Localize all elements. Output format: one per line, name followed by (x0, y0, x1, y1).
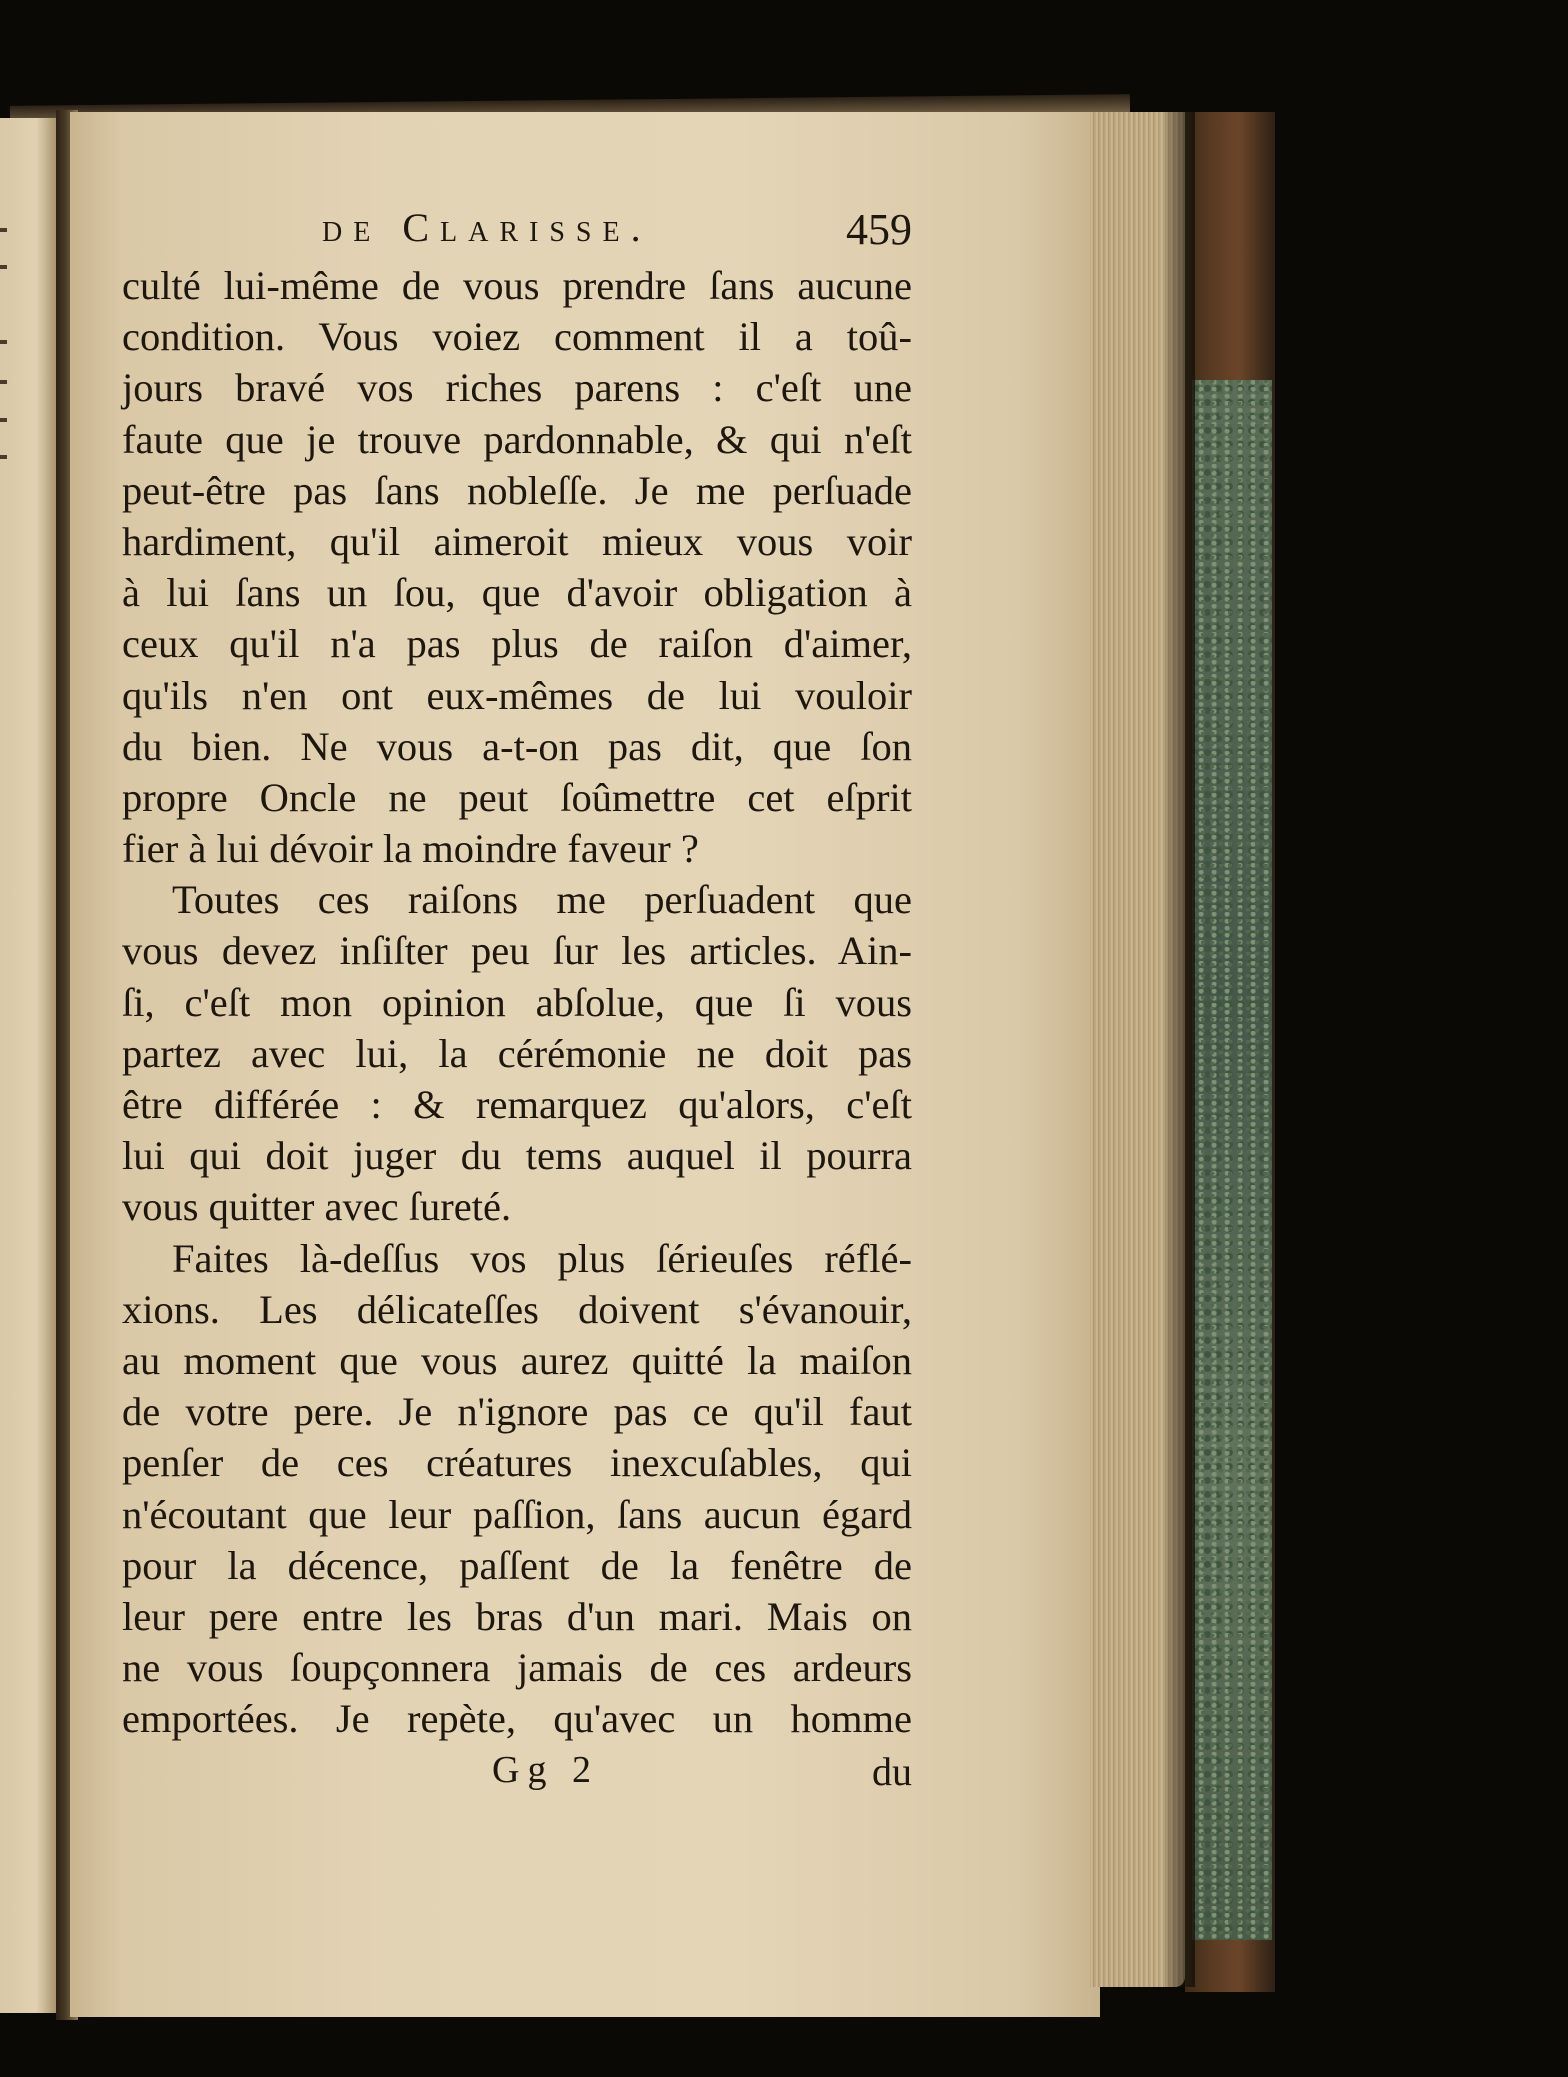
text-line: ceux qu'il n'a pas plus de raiſon d'aimer, (122, 621, 912, 667)
text-line: lui qui doit juger du tems auquel il pourra (122, 1133, 912, 1179)
text-line: penſer de ces créatures inexcuſables, qui (122, 1440, 912, 1486)
catchword: du (872, 1749, 912, 1795)
marbled-cover (1192, 380, 1272, 1940)
text-line: être différée : & remarquez qu'alors, c'eſt (122, 1082, 912, 1127)
text-line: faute que je trouve pardonnable, & qui n'eſt (122, 416, 912, 462)
text-line: culté lui-même de vous prendre ſans aucune (122, 263, 912, 308)
text-line: propre Oncle ne peut ſoûmettre cet eſprit (122, 774, 912, 820)
text-line: hardiment, qu'il aimeroit mieux vous voir (122, 518, 912, 564)
text-line: ſi, c'eſt mon opinion abſolue, que ſi vous (122, 979, 912, 1025)
running-head (122, 204, 912, 260)
text-block (122, 204, 912, 1798)
text-line: fier à lui dévoir la moindre faveur ? (122, 826, 699, 872)
text-line: partez avec lui, la cérémonie ne doit pas (122, 1030, 912, 1076)
text-line: vous quitter avec ſureté. (122, 1184, 512, 1230)
text-line: ne vous ſoupçonnera jamais de ces ardeurs (122, 1645, 912, 1691)
fore-edge-shadow (1165, 112, 1195, 1987)
text-line: n'écoutant que leur paſſion, ſans aucun égard (122, 1491, 912, 1537)
text-line: peut-être pas ſans nobleſſe. Je me perſuade (122, 467, 912, 513)
running-title: de Clarisse. (322, 205, 652, 250)
text-line: emportées. Je repète, qu'avec un homme (122, 1696, 912, 1742)
page-number: 459 (846, 205, 912, 254)
text-line: Toutes ces raiſons me perſuadent que (172, 877, 912, 923)
signature-mark: Gg 2 (492, 1749, 599, 1792)
text-line: à lui ſans un ſou, que d'avoir obligation à (122, 570, 912, 616)
text-line: Faites là-deſſus vos plus ſérieuſes réflé- (172, 1235, 912, 1281)
text-line: pour la décence, paſſent de la fenêtre de (122, 1542, 912, 1588)
text-line: qu'ils n'en ont eux-mêmes de lui vouloir (122, 672, 912, 718)
text-line: xions. Les délicateſſes doivent s'évanouir, (122, 1286, 912, 1332)
text-line: du bien. Ne vous a-t-on pas dit, que ſon (122, 723, 912, 769)
text-line: leur pere entre les bras d'un mari. Mais on (122, 1593, 912, 1639)
text-line: jours bravé vos riches parens : c'eſt une (122, 365, 912, 411)
text-line: condition. Vous voiez comment il a toû- (122, 314, 912, 360)
text-line: au moment que vous aurez quitté la maiſon (122, 1337, 912, 1383)
page-footer (122, 1748, 912, 1798)
text-line: de votre pere. Je n'ignore pas ce qu'il faut (122, 1389, 912, 1435)
body-text (122, 260, 912, 1744)
text-line: vous devez inſiſter peu ſur les articles. Ain- (122, 928, 912, 974)
